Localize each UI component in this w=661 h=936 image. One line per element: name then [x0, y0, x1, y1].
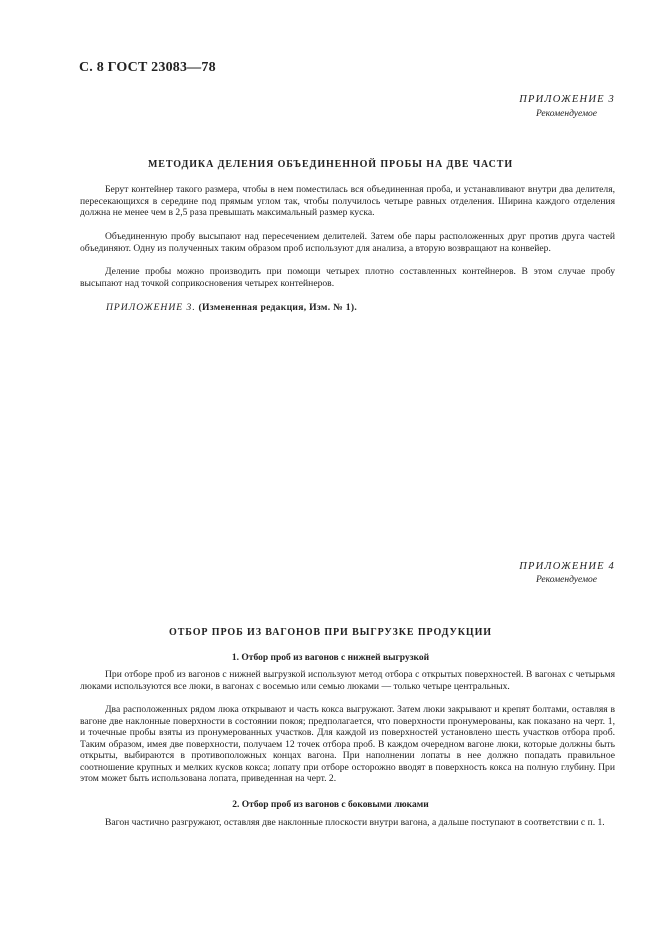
appendix-3-amendment-note — [106, 302, 357, 313]
appendix-3-paragraph-2: Объединенную пробу высыпают над пересечением делителей. Затем обе пары расположенных друг против друга частей объединяют. Одну из полученных таким образом проб используют для анализа, а вторую возвращают на конвейер. — [80, 231, 615, 254]
appendix-4-status: Рекомендуемое — [535, 575, 597, 585]
section-1-paragraph-1: При отборе проб из вагонов с нижней выгрузкой используют метод отбора с открытых поверхностей. В вагонах с четырьмя люками используются все люки, в вагонах с восемью или семью люками — только четыре центральных. — [80, 669, 615, 692]
section-1-paragraph-2: Два расположенных рядом люка открывают и часть кокса выгружают. Затем люки закрывают и крепят болтами, оставляя в вагоне две наклонные поверхности в состоянии покоя; предполагается, что поверхности пронумерованы, как показано на черт. 1, и точечные пробы взяты из пронумерованных участков. Для каждой из поверхностей установлено шесть участков отбора проб. Таким образом, имея две поверхности, получаем 12 точек отбора проб. В каждом очередном вагоне люки, которые должны быть открыты, выбираются в противоположных концах вагона. При наполнении лопаты в нее должно попадать правильное соотношение крупных и мелких кусков кокса; лопату при отборе осторожно вводят в поверхность кокса на полную глубину. При этом может быть использована лопата, приведенная на черт. 2. — [80, 704, 615, 784]
appendix-3-label: ПРИЛОЖЕНИЕ 3 — [519, 94, 615, 105]
appendix-4-title: ОТБОР ПРОБ ИЗ ВАГОНОВ ПРИ ВЫГРУЗКЕ ПРОДУКЦИИ — [169, 627, 492, 638]
appendix-3-paragraph-3: Деление пробы можно производить при помощи четырех плотно составленных контейнеров. В этом случае пробу высыпают над точкой соприкосновения четырех контейнеров. — [80, 266, 615, 289]
amendment-note-text: (Измененная редакция, Изм. № 1). — [198, 302, 358, 313]
appendix-3-title: МЕТОДИКА ДЕЛЕНИЯ ОБЪЕДИНЕННОЙ ПРОБЫ НА ДВЕ ЧАСТИ — [147, 159, 514, 170]
amendment-note-label: ПРИЛОЖЕНИЕ 3. — [106, 302, 196, 313]
section-2-title: 2. Отбор проб из вагонов с боковыми люками — [232, 800, 429, 810]
page-header: С. 8 ГОСТ 23083—78 — [79, 60, 216, 75]
appendix-3-paragraph-1: Берут контейнер такого размера, чтобы в нем поместилась вся объединенная проба, и устанавливают внутри два делителя, пересекающихся в середине под прямым углом так, чтобы получилось четыре равных отделения. Ширина каждого отделения должна не менее чем в 2,5 раза превышать максимальный размер куска. — [80, 184, 615, 218]
appendix-4-label: ПРИЛОЖЕНИЕ 4 — [519, 561, 615, 572]
appendix-3-status: Рекомендуемое — [535, 109, 597, 119]
section-1-title: 1. Отбор проб из вагонов с нижней выгрузкой — [231, 653, 430, 663]
section-2-paragraph-1: Вагон частично разгружают, оставляя две наклонные плоскости внутри вагона, а дальше поступают в соответствии с п. 1. — [105, 817, 605, 828]
